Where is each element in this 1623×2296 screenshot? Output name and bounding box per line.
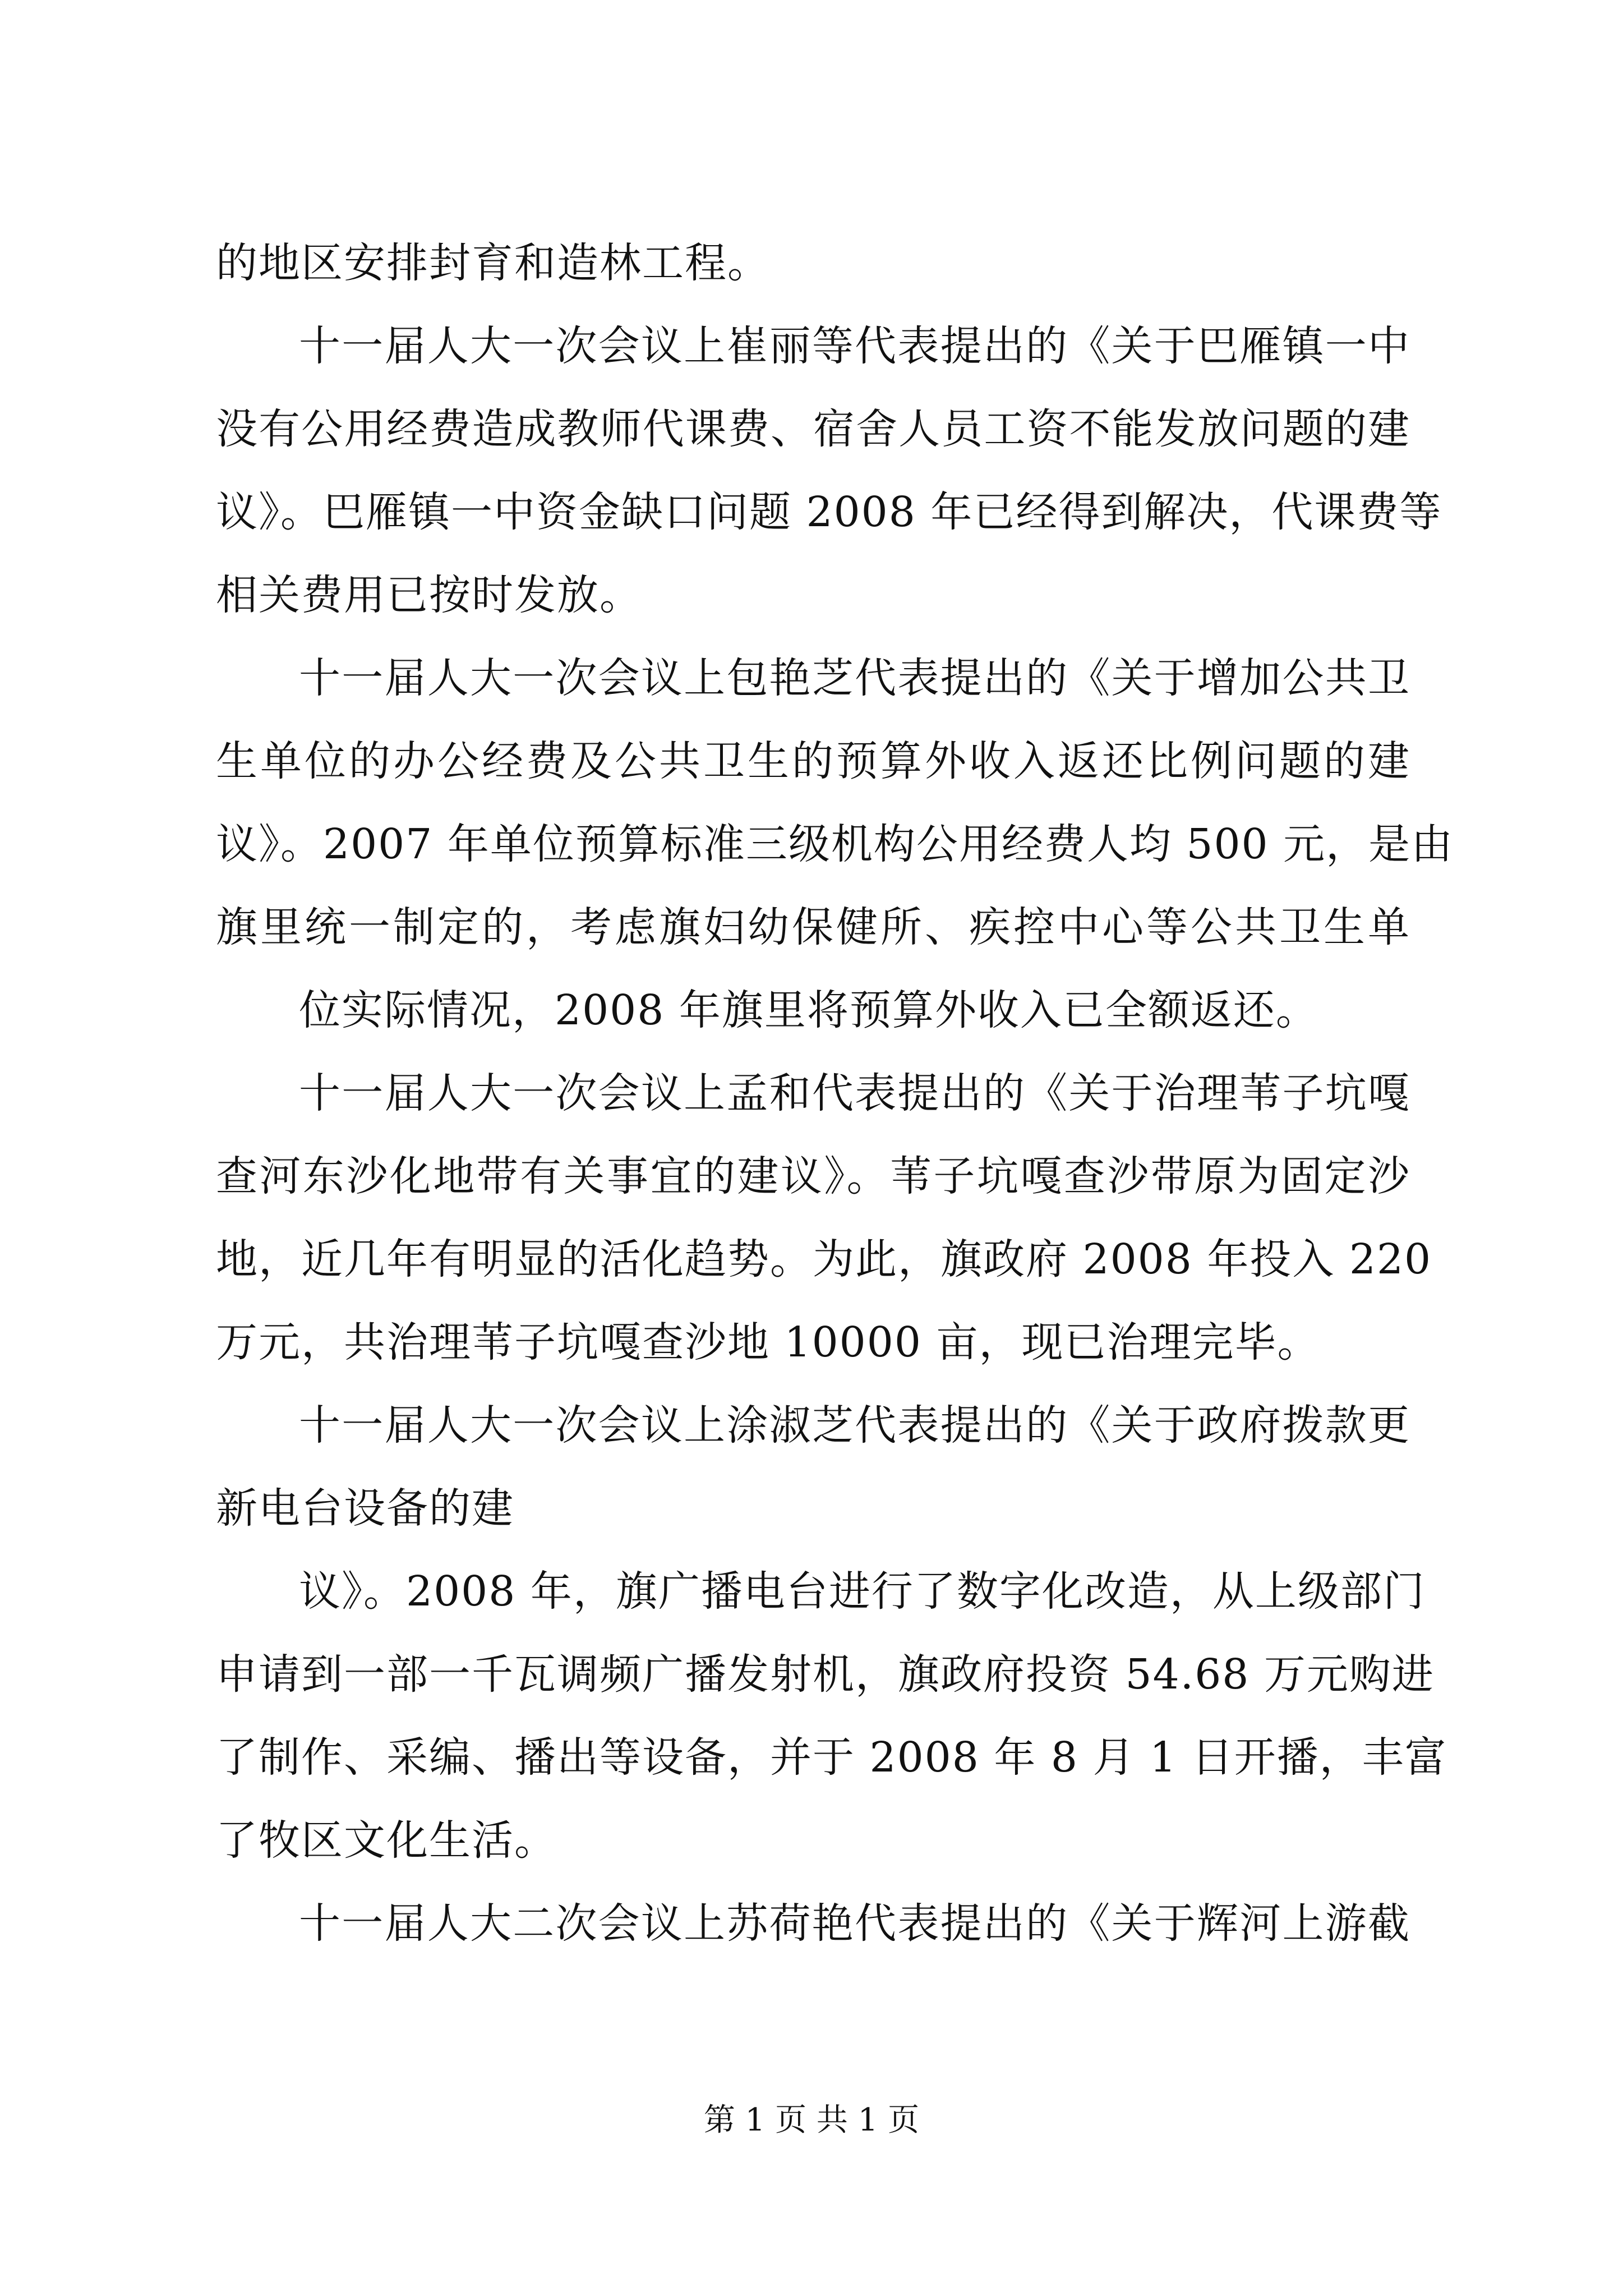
text-line: 相关费用已按时发放。 [216, 571, 642, 619]
text-line: 十一届人大二次会议上苏荷艳代表提出的《关于辉河上游截 [299, 1899, 1410, 1948]
document-body [216, 222, 1454, 1965]
text-line: 了制作、采编、播出等设备，并于 2008 年 8 月 1 日开播，丰富 [216, 1733, 1447, 1782]
text-line: 申请到一部一千瓦调频广播发射机，旗政府投资 54.68 万元购进 [216, 1650, 1435, 1699]
text-line: 十一届人大一次会议上涂淑芝代表提出的《关于政府拨款更 [299, 1401, 1410, 1450]
text-line: 议》。2008 年，旗广播电台进行了数字化改造，从上级部门 [299, 1567, 1426, 1616]
text-line: 生单位的办公经费及公共卫生的预算外收入返还比例问题的建 [216, 737, 1410, 785]
text-line: 十一届人大一次会议上孟和代表提出的《关于治理苇子坑嘎 [299, 1069, 1410, 1117]
text-line: 了牧区文化生活。 [216, 1816, 557, 1865]
text-line: 的地区安排封育和造林工程。 [216, 239, 770, 287]
text-line: 位实际情况，2008 年旗里将预算外收入已全额返还。 [299, 986, 1318, 1034]
text-line: 十一届人大一次会议上崔丽等代表提出的《关于巴雁镇一中 [299, 322, 1410, 370]
text-line: 没有公用经费造成教师代课费、宿舍人员工资不能发放问题的建 [216, 405, 1410, 453]
text-line: 地，近几年有明显的活化趋势。为此，旗政府 2008 年投入 220 [216, 1235, 1432, 1283]
text-line: 议》。2007 年单位预算标准三级机构公用经费人均 500 元，是由 [216, 820, 1454, 868]
text-line: 查河东沙化地带有关事宜的建议》。苇子坑嘎查沙带原为固定沙 [216, 1152, 1410, 1200]
text-line: 万元，共治理苇子坑嘎查沙地 10000 亩，现已治理完毕。 [216, 1318, 1320, 1366]
text-line: 议》。巴雁镇一中资金缺口问题 2008 年已经得到解决，代课费等 [216, 488, 1442, 536]
text-line: 旗里统一制定的，考虑旗妇幼保健所、疾控中心等公共卫生单 [216, 903, 1410, 951]
text-line: 新电台设备的建 [216, 1484, 514, 1533]
page-footer: 第 1 页 共 1 页 [703, 2102, 920, 2138]
text-line: 十一届人大一次会议上包艳芝代表提出的《关于增加公共卫 [299, 654, 1410, 702]
